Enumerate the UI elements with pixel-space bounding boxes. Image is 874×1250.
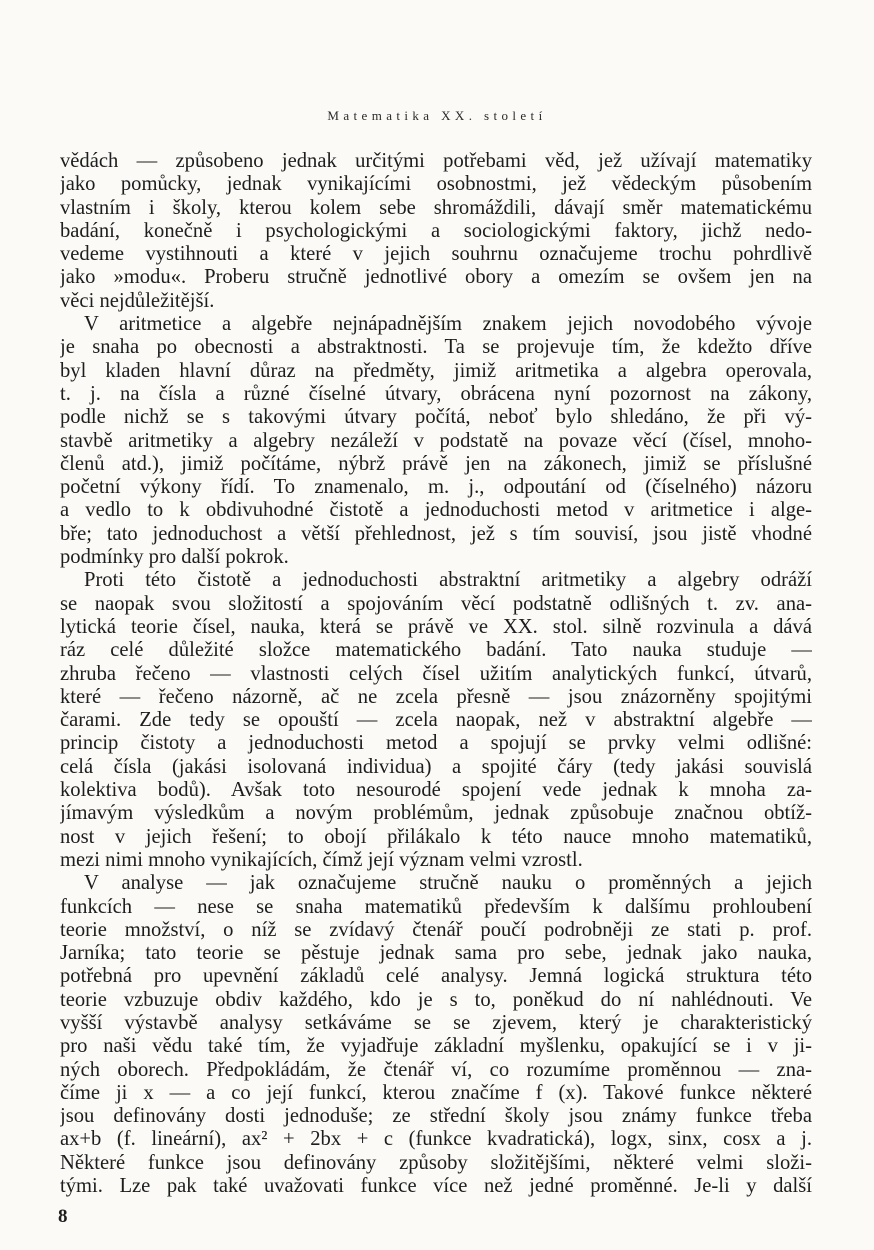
- text-line: badání, konečně i psychologickými a sociologickými faktory, jichž nedo-: [60, 219, 812, 242]
- text-line: Jarníka; tato teorie se pěstuje jednak sama pro sebe, jednak jako nauka,: [60, 942, 812, 965]
- body-text: [60, 150, 812, 1198]
- text-line: členů atd.), jimiž počítáme, nýbrž právě jen na zákonech, jimiž se příslušné: [60, 452, 812, 475]
- text-line: V analyse — jak označujeme stručně nauku o proměnných a jejich: [84, 872, 812, 895]
- text-line: které — řečeno názorně, ač ne zcela přesně — jsou znázorněny spojitými: [60, 685, 812, 708]
- text-line: mezi nimi mnoho vynikajících, čímž její význam velmi vzrostl.: [60, 848, 583, 871]
- text-line: V aritmetice a algebře nejnápadnějším znakem jejich novodobého vývoje: [84, 313, 812, 336]
- text-line: bře; tato jednoduchost a větší přehlednost, jež s tím souvisí, jsou jistě vhodné: [60, 522, 812, 545]
- text-line: čarami. Zde tedy se opouští — zcela naopak, než v abstraktní algebře —: [60, 709, 812, 732]
- text-line: ax+b (f. lineární), ax² + 2bx + c (funkce kvadratická), logx, sinx, cosx a j.: [60, 1128, 812, 1151]
- text-line: kolektiva bodů). Avšak toto nesourodé spojení vede jednak k mnoha za-: [60, 779, 812, 802]
- text-line: vědách — způsobeno jednak určitými potřebami věd, jež užívají matematiky: [60, 150, 812, 172]
- text-line: jímavým výsledkům a novým problémům, jednak způsobuje značnou obtíž-: [60, 802, 812, 825]
- text-line: Některé funkce jsou definovány způsoby složitějšími, některé velmi složi-: [60, 1151, 812, 1174]
- text-line: číme ji x — a co její funkcí, kterou značíme f (x). Takové funkce některé: [60, 1081, 812, 1104]
- text-line: vedeme vystihnouti a které v jejich souhrnu označujeme trochu pohrdlivě: [60, 243, 812, 266]
- text-line: početní výkony řídí. To znamenalo, m. j., odpoutání od (číselného) názoru: [60, 476, 812, 499]
- text-line: Proti této čistotě a jednoduchosti abstraktní aritmetiky a algebry odráží: [84, 569, 812, 592]
- text-line: vlastním i školy, kterou kolem sebe shromáždili, dávají směr matematickému: [60, 196, 812, 219]
- text-line: jsou definovány dosti jednoduše; ze střední školy jsou známy funkce třeba: [60, 1105, 812, 1128]
- text-line: se naopak svou složitostí a spojováním věcí podstatně odlišných t. zv. ana-: [60, 592, 812, 615]
- text-line: byl kladen hlavní důraz na předměty, jimiž aritmetika a algebra operovala,: [60, 359, 812, 382]
- text-line: teorie množství, o níž se zvídavý čtenář poučí podrobněji ze stati p. prof.: [60, 918, 812, 941]
- text-line: celá čísla (jakási isolovaná individua) a spojité čáry (tedy jakási souvislá: [60, 755, 812, 778]
- text-line: teorie vzbuzuje obdiv každého, kdo je s to, poněkud do ní nahlédnouti. Ve: [60, 988, 812, 1011]
- text-line: zhruba řečeno — vlastnosti celých čísel užitím analytických funkcí, útvarů,: [60, 662, 812, 685]
- text-line: je snaha po obecnosti a abstraktnosti. Ta se projevuje tím, že kdežto dříve: [60, 336, 812, 359]
- text-line: podle nichž se s takovými útvary počítá, neboť bylo shledáno, že při vý-: [60, 406, 812, 429]
- page-number: 8: [58, 1206, 68, 1227]
- running-header: Matematika XX. století: [327, 108, 547, 123]
- text-line: pro naši vědu také tím, že vyjadřuje základní myšlenku, opakující se i v ji-: [60, 1035, 812, 1058]
- text-line: vyšší výstavbě analysy setkáváme se se zjevem, který je charakteristický: [60, 1011, 812, 1034]
- text-line: potřebná pro upevnění základů celé analysy. Jemná logická struktura této: [60, 965, 812, 988]
- text-line: ráz celé důležité složce matematického badání. Tato nauka studuje —: [60, 639, 812, 662]
- text-line: věci nejdůležitější.: [60, 289, 215, 312]
- text-line: tými. Lze pak také uvažovati funkce více než jedné proměnné. Je-li y další: [60, 1175, 812, 1198]
- text-line: jako pomůcky, jednak vynikajícími osobnostmi, jež vědeckým působením: [60, 173, 812, 196]
- text-line: t. j. na čísla a různé číselné útvary, obrácena nyní pozornost na zákony,: [60, 382, 812, 405]
- text-line: princip čistoty a jednoduchosti metod a spojují se prvky velmi odlišné:: [60, 732, 812, 755]
- text-line: jako »modu«. Proberu stručně jednotlivé obory a omezím se ovšem jen na: [60, 266, 812, 289]
- text-line: stavbě aritmetiky a algebry nezáleží v podstatě na povaze věcí (čísel, mnoho-: [60, 429, 812, 452]
- text-line: podmínky pro další pokrok.: [60, 546, 289, 569]
- text-line: a vedlo to k obdivuhodné čistotě a jednoduchosti metod v aritmetice i alge-: [60, 499, 812, 522]
- text-line: lytická teorie čísel, nauka, která se právě ve XX. stol. silně rozvinula a dává: [60, 615, 812, 638]
- text-line: nost v jejich řešení; to obojí přilákalo k této nauce mnoho matematiků,: [60, 825, 812, 848]
- text-line: funkcích — nese se snaha matematiků především k dalšímu prohloubení: [60, 895, 812, 918]
- text-line: ných oborech. Předpokládám, že čtenář ví, co rozumíme proměnnou — zna-: [60, 1058, 812, 1081]
